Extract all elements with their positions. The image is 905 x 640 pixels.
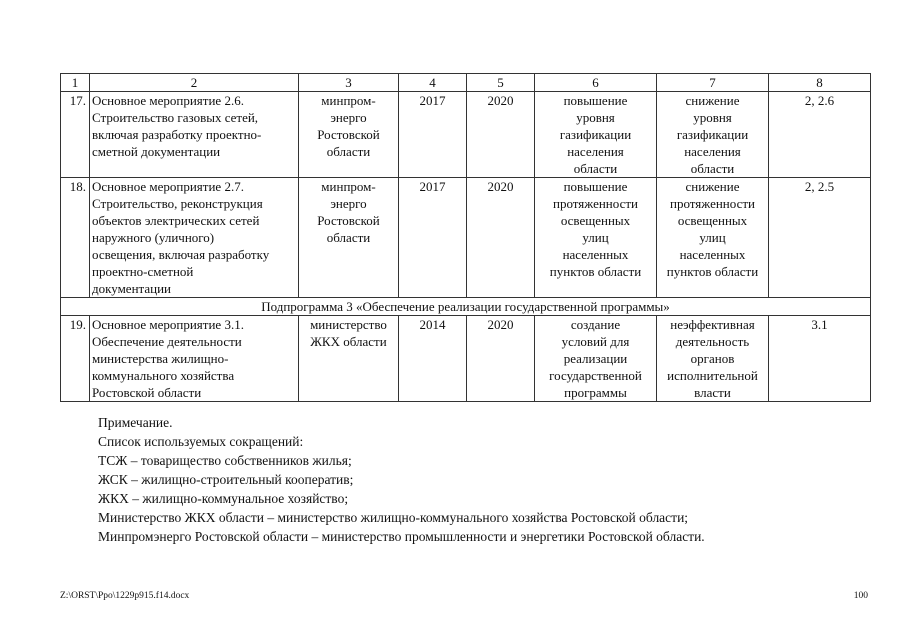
cell-line: освещенных	[560, 213, 631, 228]
abbreviations-heading: Список используемых сокращений:	[98, 434, 304, 449]
cell-line: Обеспечение деятельности	[92, 334, 242, 349]
cell-line: снижение	[685, 93, 740, 108]
subprogram-title: Подпрограмма 3 «Обеспечение реализации государственной программы»	[61, 298, 871, 316]
table-row	[61, 92, 871, 178]
cell-line: министерство	[310, 317, 387, 332]
cell-line: создание	[570, 317, 621, 332]
cell-line: газификации	[676, 127, 749, 142]
cell-line: населенных	[679, 247, 746, 262]
start-year-cell: 2017	[399, 92, 467, 178]
cell-line: власти	[694, 385, 731, 400]
cell-line: уровня	[576, 110, 615, 125]
cell-line: населения	[567, 144, 624, 159]
cell-line: проектно-сметной	[92, 264, 194, 279]
table-header-row	[61, 74, 871, 92]
cell-line: газификации	[559, 127, 632, 142]
column-number-cell: 4	[399, 74, 467, 92]
expected-result-cell	[535, 316, 657, 402]
cell-line: включая разработку проектно-	[92, 127, 262, 142]
cell-line: освещенных	[677, 213, 748, 228]
notes-block	[98, 413, 705, 546]
cell-line: протяженности	[552, 196, 638, 211]
indicator-link-cell: 2, 2.5	[769, 178, 871, 298]
column-number-cell: 2	[90, 74, 299, 92]
column-number-cell: 3	[299, 74, 399, 92]
measure-name-cell	[90, 316, 299, 402]
abbreviation-line: Министерство ЖКХ области – министерство жилищно-коммунального хозяйства Ростовской области;	[98, 510, 689, 525]
cell-line: Ростовской области	[92, 385, 202, 400]
cell-line: исполнительной	[667, 368, 758, 383]
cell-line: уровня	[693, 110, 732, 125]
cell-line: минпром-	[321, 179, 376, 194]
cell-line: пунктов области	[549, 264, 642, 279]
cell-line: программы	[564, 385, 627, 400]
abbreviation-line: ЖСК – жилищно-строительный кооператив;	[98, 472, 354, 487]
page-number: 100	[853, 591, 868, 601]
cell-line: Основное мероприятие 2.7.	[92, 179, 244, 194]
cell-line: области	[573, 161, 618, 176]
cell-line: наружного (уличного)	[92, 230, 215, 245]
column-number-cell: 5	[467, 74, 535, 92]
expected-result-cell	[535, 178, 657, 298]
cell-line: ЖКХ области	[310, 334, 387, 349]
cell-line: Строительство, реконструкция	[92, 196, 263, 211]
notes-title: Примечание.	[98, 415, 173, 430]
end-year-cell: 2020	[467, 92, 535, 178]
end-year-cell: 2020	[467, 178, 535, 298]
executor-cell	[299, 92, 399, 178]
cell-line: минпром-	[321, 93, 376, 108]
indicator-link-cell: 3.1	[769, 316, 871, 402]
row-number-cell: 19.	[61, 316, 90, 402]
cell-line: области	[326, 144, 371, 159]
cell-line: улиц	[699, 230, 726, 245]
row-number-cell: 18.	[61, 178, 90, 298]
cell-line: протяженности	[669, 196, 755, 211]
cell-line: снижение	[685, 179, 740, 194]
row-number-cell: 17.	[61, 92, 90, 178]
program-measures-table	[60, 73, 871, 402]
cell-line: органов	[690, 351, 735, 366]
cell-line: Ростовской	[317, 127, 380, 142]
executor-cell	[299, 316, 399, 402]
measure-name-cell	[90, 178, 299, 298]
column-number-cell: 6	[535, 74, 657, 92]
cell-line: энерго	[330, 196, 367, 211]
indicator-link-cell: 2, 2.6	[769, 92, 871, 178]
table-row	[61, 178, 871, 298]
column-number-cell: 1	[61, 74, 90, 92]
column-number-cell: 8	[769, 74, 871, 92]
file-path: Z:\ORST\Ppo\1229p915.f14.docx	[60, 591, 190, 601]
expected-result-cell	[535, 92, 657, 178]
cell-line: сметной документации	[92, 144, 221, 159]
cell-line: Строительство газовых сетей,	[92, 110, 259, 125]
consequence-cell	[657, 178, 769, 298]
cell-line: освещения, включая разработку	[92, 247, 270, 262]
cell-line: повышение	[563, 93, 628, 108]
start-year-cell: 2017	[399, 178, 467, 298]
abbreviation-line: Минпромэнерго Ростовской области – министерство промышленности и энергетики Ростовской области.	[98, 529, 705, 544]
consequence-cell	[657, 92, 769, 178]
cell-line: деятельность	[675, 334, 750, 349]
consequence-cell	[657, 316, 769, 402]
end-year-cell: 2020	[467, 316, 535, 402]
cell-line: улиц	[582, 230, 609, 245]
cell-line: объектов электрических сетей	[92, 213, 260, 228]
cell-line: населения	[684, 144, 741, 159]
executor-cell	[299, 178, 399, 298]
abbreviation-line: ТСЖ – товарищество собственников жилья;	[98, 453, 352, 468]
cell-line: условий для	[561, 334, 630, 349]
measure-name-cell	[90, 92, 299, 178]
cell-line: области	[690, 161, 735, 176]
cell-line: министерства жилищно-	[92, 351, 229, 366]
column-number-cell: 7	[657, 74, 769, 92]
cell-line: документации	[92, 281, 172, 296]
cell-line: реализации	[563, 351, 628, 366]
cell-line: энерго	[330, 110, 367, 125]
cell-line: Ростовской	[317, 213, 380, 228]
abbreviation-line: ЖКХ – жилищно-коммунальное хозяйство;	[98, 491, 349, 506]
cell-line: коммунального хозяйства	[92, 368, 235, 383]
cell-line: государственной	[549, 368, 642, 383]
subprogram-row	[61, 298, 871, 316]
start-year-cell: 2014	[399, 316, 467, 402]
cell-line: Основное мероприятие 2.6.	[92, 93, 244, 108]
cell-line: неэффективная	[670, 317, 755, 332]
table-row	[61, 316, 871, 402]
cell-line: населенных	[562, 247, 629, 262]
cell-line: повышение	[563, 179, 628, 194]
cell-line: области	[326, 230, 371, 245]
cell-line: пунктов области	[666, 264, 759, 279]
cell-line: Основное мероприятие 3.1.	[92, 317, 244, 332]
